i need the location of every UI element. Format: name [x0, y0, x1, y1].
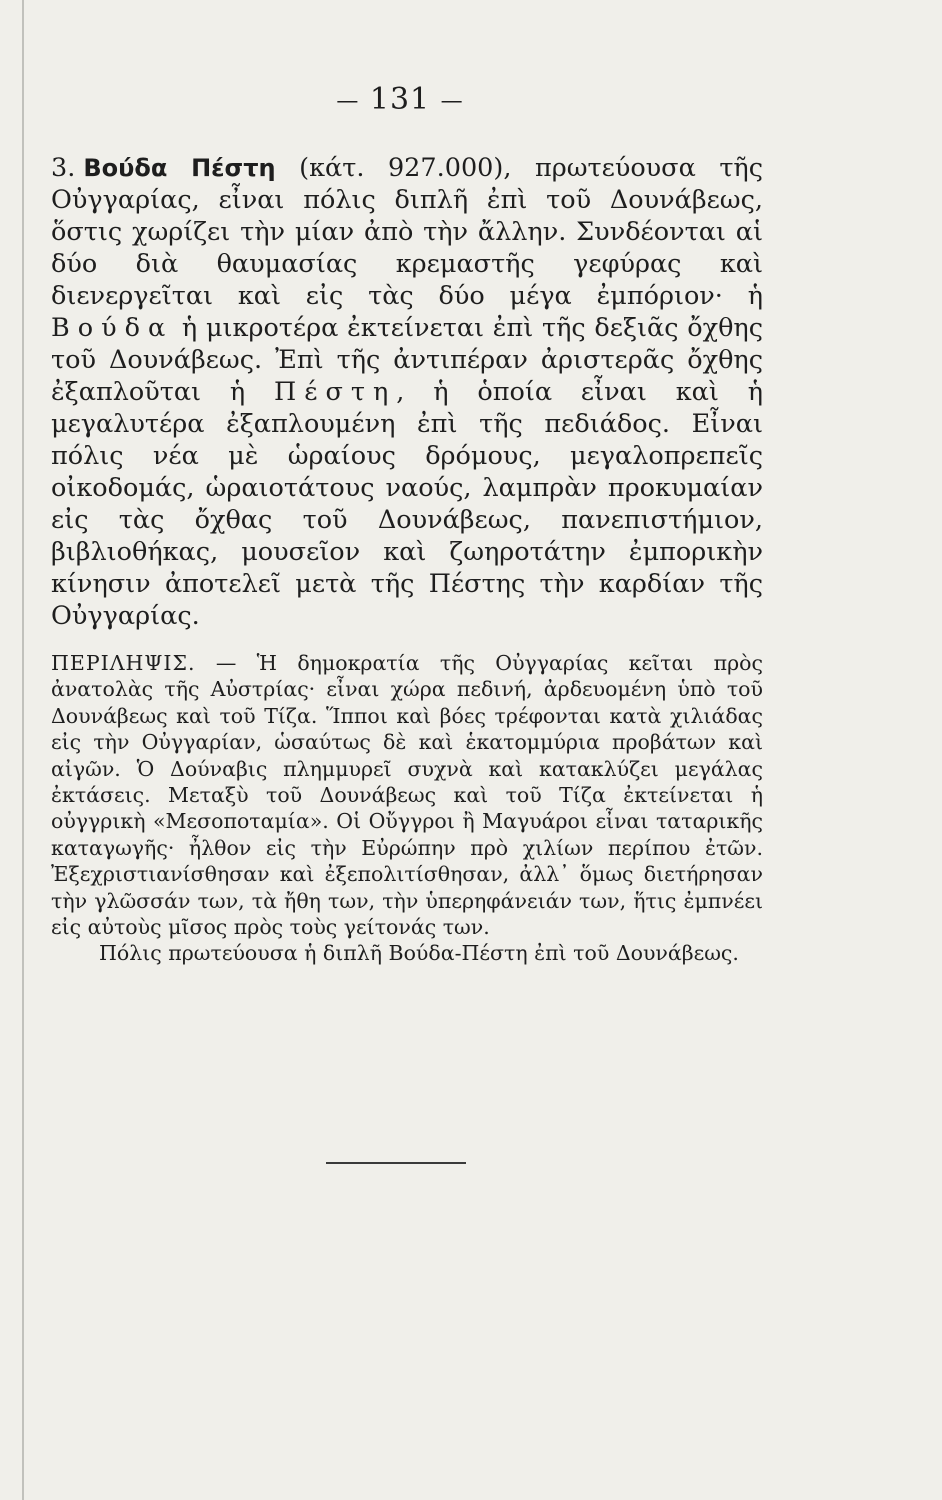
- summary-block: [51, 650, 763, 967]
- section-paragraph: [51, 152, 763, 632]
- header-dash-right: —: [440, 88, 464, 114]
- paragraph-part-3: , ἡ ὁποία εἶναι καὶ ἡ μεγαλυτέρα ἐξαπλουμένη ἐπὶ τῆς πεδιάδος. Εἶναι πόλις νέα μὲ ὡραίους δρόμους, μεγαλοπρεπεῖς οἰκοδομάς, ὡραιοτάτους ναούς, λαμπρὰν προκυμαίαν εἰς τὰς ὄχθας τοῦ Δουνάβεως, πανεπιστήμιον, βιβλιοθήκας, μουσεῖον καὶ ζωηροτάτην ἐμπορικὴν κίνησιν ἀποτελεῖ μετὰ τῆς Πέστης τὴν καρδίαν τῆς Οὐγγαρίας.: [51, 377, 763, 631]
- section-title: Βούδα Πέστη: [83, 154, 276, 182]
- page-binding-edge: [22, 0, 24, 1500]
- end-rule: [326, 1162, 466, 1164]
- summary-last-line: Πόλις πρωτεύουσα ἡ διπλῆ Βούδα-Πέστη ἐπὶ τοῦ Δουνάβεως.: [99, 941, 739, 966]
- page-header: [0, 82, 800, 117]
- page-number: 131: [369, 82, 431, 117]
- spaced-name-pest: Πέστη: [274, 377, 397, 407]
- section-number: 3.: [51, 153, 76, 183]
- summary-label: ΠΕΡΙΛΗΨΙΣ.: [51, 651, 196, 675]
- header-dash-left: —: [336, 88, 360, 114]
- summary-text: — Ἡ δημοκρατία τῆς Οὐγγαρίας κεῖται πρὸς ἀνατολὰς τῆς Αὐστρίας· εἶναι χώρα πεδινή, ἀρδευομένη ὑπὸ τοῦ Δουνάβεως καὶ τοῦ Τίζα. Ἵπποι καὶ βόες τρέφονται κατὰ χιλιάδας εἰς τὴν Οὐγγαρίαν, ὡσαύτως δὲ καὶ ἑκατομμύρια προβάτων καὶ αἰγῶν. Ὁ Δούναβις πλημμυρεῖ συχνὰ καὶ κατακλύζει μεγάλας ἐκτάσεις. Μεταξὺ τοῦ Δουνάβεως καὶ τοῦ Τίζα ἐκτείνεται ἡ οὐγγρικὴ «Μεσοποταμία». Οἱ Οὔγγροι ἢ Μαγυάροι εἶναι ταταρικῆς καταγωγῆς· ἦλθον εἰς τὴν Εὐρώπην πρὸ χιλίων περίπου ἐτῶν. Ἐξεχριστιανίσθησαν καὶ ἐξεπολιτίσθησαν, ἀλλ᾽ ὅμως διετήρησαν τὴν γλῶσσάν των, τὰ ἤθη των, τὴν ὑπερηφάνειάν των, ἥτις ἐμπνέει εἰς αὐτοὺς μῖσος πρὸς τοὺς γείτονάς των.: [51, 651, 763, 940]
- paragraph-part-2: ἡ μικροτέρα ἐκτείνεται ἐπὶ τῆς δεξιᾶς ὄχθης τοῦ Δουνάβεως. Ἐπὶ τῆς ἀντιπέραν ἀριστερᾶς ὄχθης ἐξαπλοῦται ἡ: [51, 313, 763, 407]
- spaced-name-buda: Βούδα: [51, 313, 174, 343]
- body-text: [51, 152, 763, 967]
- paragraph-part-1: (κάτ. 927.000), πρωτεύουσα τῆς Οὐγγαρίας, εἶναι πόλις διπλῆ ἐπὶ τοῦ Δουνάβεως, ὅστις χωρίζει τὴν μίαν ἀπὸ τὴν ἄλλην. Συνδέονται αἱ δύο διὰ θαυμασίας κρεμαστῆς γεφύρας καὶ διενεργεῖται καὶ εἰς τὰς δύο μέγα ἐμπόριον· ἡ: [51, 153, 763, 311]
